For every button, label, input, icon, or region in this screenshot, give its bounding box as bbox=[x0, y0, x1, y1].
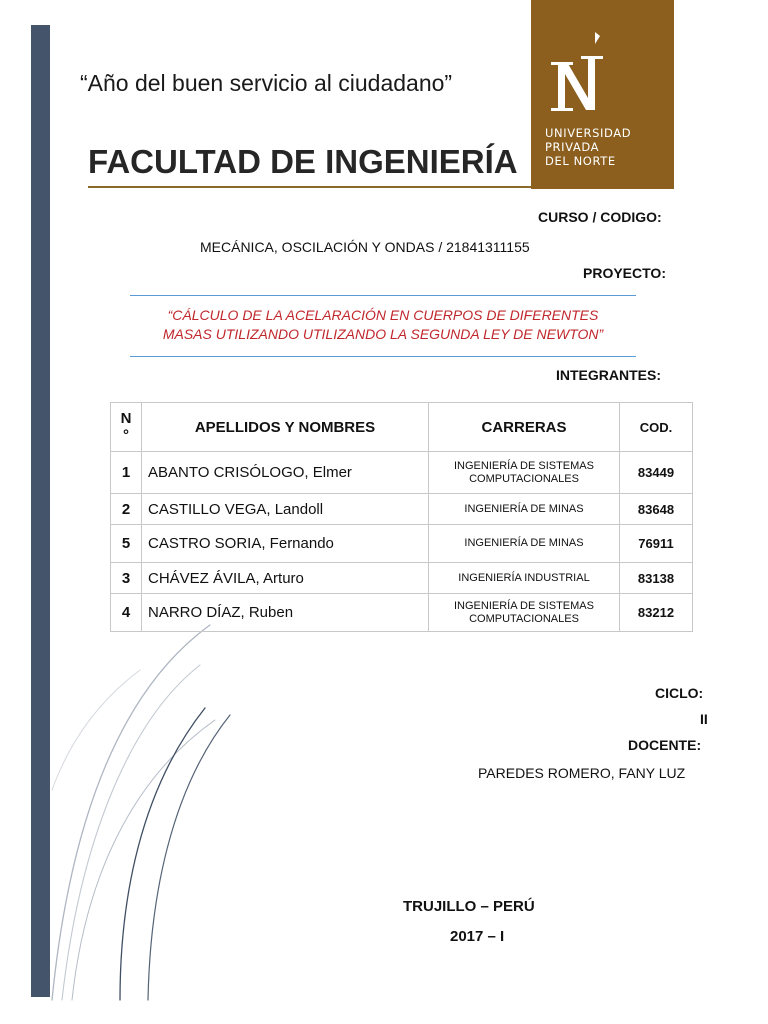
row-number: 5 bbox=[111, 525, 142, 563]
logo-n-emblem bbox=[531, 0, 674, 126]
header-cod: COD. bbox=[620, 403, 693, 452]
left-accent-bar bbox=[31, 25, 50, 997]
row-career: INGENIERÍA DE MINAS bbox=[429, 494, 620, 525]
header-name: APELLIDOS Y NOMBRES bbox=[142, 403, 429, 452]
row-career: INGENIERÍA INDUSTRIAL bbox=[429, 563, 620, 594]
row-name: CASTRO SORIA, Fernando bbox=[142, 525, 429, 563]
header-career: CARRERAS bbox=[429, 403, 620, 452]
header-number-line-1: N bbox=[120, 410, 132, 427]
table-row bbox=[111, 525, 693, 563]
course-label: CURSO / CODIGO: bbox=[538, 209, 662, 225]
teacher-value: PAREDES ROMERO, FANY LUZ bbox=[478, 765, 686, 781]
table-header-row bbox=[111, 403, 693, 452]
header-number bbox=[111, 403, 142, 452]
logo-line-3: DEL NORTE bbox=[545, 154, 616, 168]
row-cod: 83212 bbox=[620, 594, 693, 632]
row-name: CHÁVEZ ÁVILA, Arturo bbox=[142, 563, 429, 594]
row-cod: 83449 bbox=[620, 452, 693, 494]
logo-line-1: UNIVERSIDAD bbox=[545, 126, 632, 140]
logo-line-2: PRIVADA bbox=[545, 140, 600, 154]
year-text: 2017 – I bbox=[450, 928, 505, 945]
teacher-label: DOCENTE: bbox=[628, 737, 702, 753]
row-name: NARRO DÍAZ, Ruben bbox=[142, 594, 429, 632]
university-logo bbox=[531, 0, 674, 189]
project-title-line-2: MASAS UTILIZANDO UTILIZANDO LA SEGUNDA LEY DE NEWTON” bbox=[162, 326, 604, 342]
row-name: CASTILLO VEGA, Landoll bbox=[142, 494, 429, 525]
row-number: 3 bbox=[111, 563, 142, 594]
header-number-line-2: ° bbox=[123, 427, 129, 444]
cycle-label: CICLO: bbox=[655, 685, 704, 701]
row-number: 1 bbox=[111, 452, 142, 494]
row-number: 4 bbox=[111, 594, 142, 632]
faculty-title: FACULTAD DE INGENIERÍA bbox=[88, 143, 518, 180]
motto-heading: “Año del buen servicio al ciudadano” bbox=[80, 70, 453, 96]
table-row bbox=[111, 452, 693, 494]
members-table bbox=[110, 402, 693, 632]
table-row bbox=[111, 594, 693, 632]
project-title-box bbox=[130, 295, 636, 357]
logo-text bbox=[545, 126, 631, 168]
row-cod: 76911 bbox=[620, 525, 693, 563]
members-label: INTEGRANTES: bbox=[556, 367, 661, 383]
location-text: TRUJILLO – PERÚ bbox=[403, 898, 535, 915]
row-career: INGENIERÍA DE SISTEMAS COMPUTACIONALES bbox=[429, 594, 620, 632]
title-underline bbox=[88, 186, 534, 188]
row-number: 2 bbox=[111, 494, 142, 525]
project-label: PROYECTO: bbox=[583, 265, 666, 281]
cycle-value: II bbox=[700, 711, 708, 727]
table-row bbox=[111, 494, 693, 525]
project-title-line-1: “CÁLCULO DE LA ACELARACIÓN EN CUERPOS DE DIFERENTES bbox=[167, 307, 599, 323]
course-value: MECÁNICA, OSCILACIÓN Y ONDAS / 21841311155 bbox=[200, 239, 530, 255]
row-career: INGENIERÍA DE SISTEMAS COMPUTACIONALES bbox=[429, 452, 620, 494]
table-row bbox=[111, 563, 693, 594]
row-cod: 83648 bbox=[620, 494, 693, 525]
row-career: INGENIERÍA DE MINAS bbox=[429, 525, 620, 563]
row-name: ABANTO CRISÓLOGO, Elmer bbox=[142, 452, 429, 494]
row-cod: 83138 bbox=[620, 563, 693, 594]
